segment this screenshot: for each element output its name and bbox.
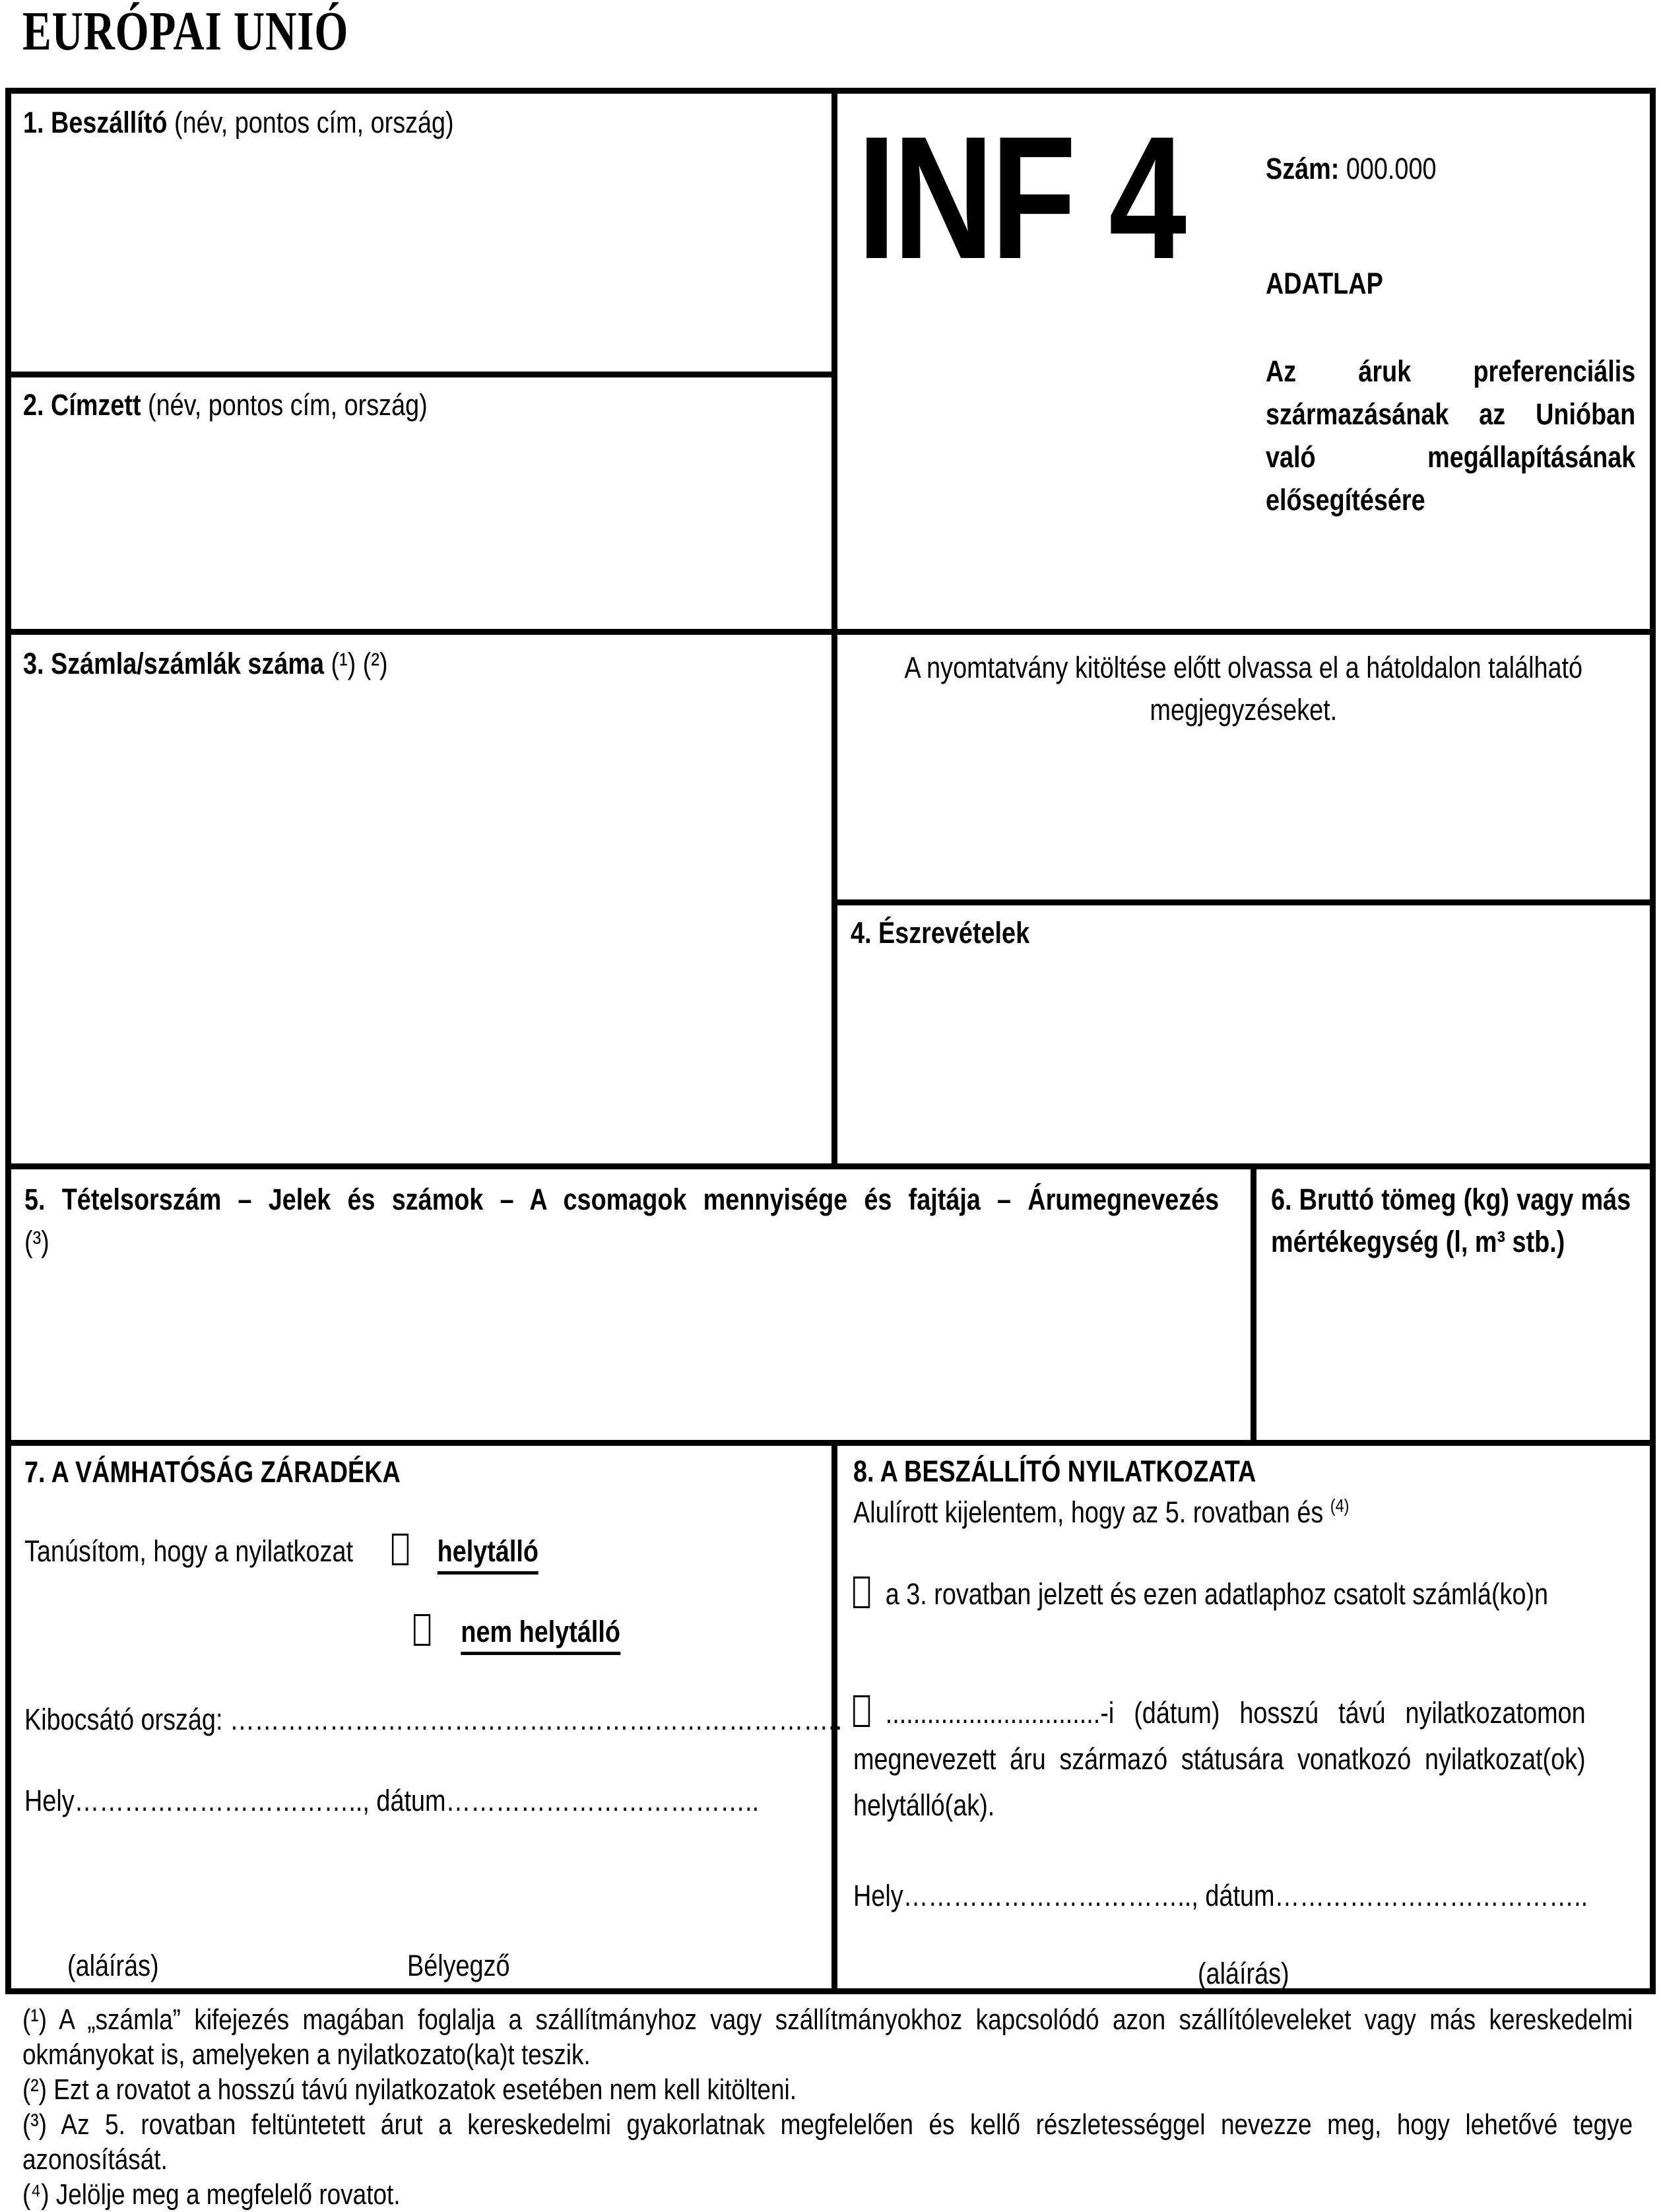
divider-main-top [831, 94, 837, 1169]
divider-instructions-box4 [837, 899, 1650, 905]
box1-label-hint: (név, pontos cím, ország) [167, 106, 454, 139]
checkbox-correct[interactable] [392, 1534, 408, 1565]
certify-text: Tanúsítom, hogy a nyilatkozat [24, 1534, 353, 1568]
header-right-column [1266, 149, 1635, 521]
form-number-value: 000.000 [1346, 152, 1437, 185]
box3-label: 3. Számla/számlák száma [23, 647, 324, 680]
footnote-2: (²) Ezt a rovatot a hosszú távú nyilatkozatok esetében nem kell kitölteni. [22, 2073, 797, 2106]
box5-footnote-ref: (³) [24, 1225, 49, 1258]
issuing-country-blank: ……………………………………………………………….. [229, 1703, 843, 1736]
instructions-text: A nyomtatvány kitöltése előtt olvassa el a hátoldalon található megjegyzéseket. [904, 651, 1583, 727]
declaration-option1 [853, 1571, 1586, 1617]
checkbox-incorrect[interactable] [414, 1614, 430, 1646]
form-code: INF 4 [857, 100, 1184, 296]
footnotes [22, 2002, 1633, 2212]
footnote-1: (¹) A „számla” kifejezés magában foglalja a szállítmányhoz vagy szállítmányokhoz kapcsolódó azon szállítóleveleket vagy más kereskedelmi okmányokat is, amelyeken a nyilatkozato(ka)t teszik. [22, 2003, 1633, 2071]
divider-row3-row4 [11, 1440, 1650, 1446]
checkbox-option1[interactable] [853, 1577, 870, 1608]
box2-consignee [11, 377, 831, 629]
box8-supplier-declaration [837, 1446, 1650, 1988]
declaration-intro-ref: (4) [1330, 1495, 1350, 1516]
footnote-4: (⁴) Jelölje meg a megfelelő rovatot. [22, 2178, 401, 2211]
page-title: EURÓPAI UNIÓ [22, 1, 349, 62]
declaration-option1-text: a 3. rovatban jelzett és ezen adatlaphoz csatolt számlá(ko)n [885, 1577, 1549, 1611]
box7-customs-endorsement [11, 1446, 843, 1988]
box1-label: 1. Beszállító [23, 106, 168, 139]
box5-goods-description [11, 1169, 1251, 1440]
box8-title: 8. A BESZÁLLÍTÓ NYILATKOZATA [853, 1454, 1256, 1488]
footnote-3: (³) Az 5. rovatban feltüntetett árut a kereskedelmi gyakorlatnak megfelelően és kellő részletességgel nevezze meg, hogy lehetővé tegye azonosítását. [22, 2108, 1633, 2176]
box1-supplier [11, 94, 831, 372]
issuing-country-label: Kibocsátó ország: [24, 1703, 223, 1736]
box7-signature-label: (aláírás) [67, 1949, 159, 1982]
box4-label: 4. Észrevételek [851, 916, 1030, 950]
box8-place-date-row: Hely…………………………….., dátum……………………………….. [853, 1879, 1588, 1912]
declaration-intro [853, 1492, 1629, 1533]
form-number-line [1266, 149, 1635, 189]
box7-title: 7. A VÁMHATÓSÁG ZÁRADÉKA [24, 1455, 401, 1489]
certify-row [24, 1532, 538, 1571]
option-incorrect-label: nem helytálló [461, 1615, 620, 1655]
incorrect-row [414, 1612, 620, 1652]
box3-footnote-refs: (¹) (²) [331, 647, 388, 680]
box7-signature-row [11, 1946, 831, 1986]
box4-remarks [837, 905, 1650, 1163]
doc-type-label: ADATLAP [1266, 267, 1383, 300]
box8-signature-label: (aláírás) [1197, 1957, 1289, 1990]
form-purpose-text: Az áruk preferenciális származásának az Unióban való megállapításának elősegítésére [1266, 354, 1636, 517]
declaration-option2 [853, 1690, 1586, 1829]
box7-stamp-label: Bélyegző [407, 1949, 510, 1982]
box2-label-hint: (név, pontos cím, ország) [141, 388, 428, 422]
declaration-intro-text: Alulírott kijelentem, hogy az 5. rovatban és [853, 1495, 1330, 1529]
form-table [5, 88, 1656, 1994]
box2-label: 2. Címzett [23, 388, 141, 422]
divider-box1-box2 [11, 372, 831, 377]
divider-row1-row2 [11, 629, 1650, 635]
box5-label: 5. Tételsorszám – Jelek és számok – A csomagok mennyisége és fajtája – Árumegnevezés [24, 1183, 1220, 1216]
divider-row2-row3 [11, 1163, 1650, 1169]
box6-gross-mass [1256, 1169, 1650, 1440]
form-number-label: Szám: [1266, 152, 1340, 185]
box3-invoices [11, 635, 831, 1163]
issuing-country-row [24, 1700, 842, 1740]
option-correct-label: helytálló [438, 1534, 538, 1575]
instructions-cell [837, 635, 1650, 899]
declaration-option2-text: ...............................-i (dátum) hosszú távú nyilatkozatomon megnevezett áru származó státusára vonatkozó nyilatkozat(ok) helytálló(ak). [853, 1696, 1586, 1822]
box7-place-date-row: Hely…………………………….., dátum……………………………….. [24, 1784, 760, 1817]
header-cell [837, 94, 1650, 629]
divider-box5-box6 [1251, 1163, 1256, 1440]
checkbox-option2[interactable] [853, 1695, 870, 1727]
box6-label: 6. Bruttó tömeg (kg) vagy más mértékegység (l, m³ stb.) [1271, 1183, 1631, 1258]
